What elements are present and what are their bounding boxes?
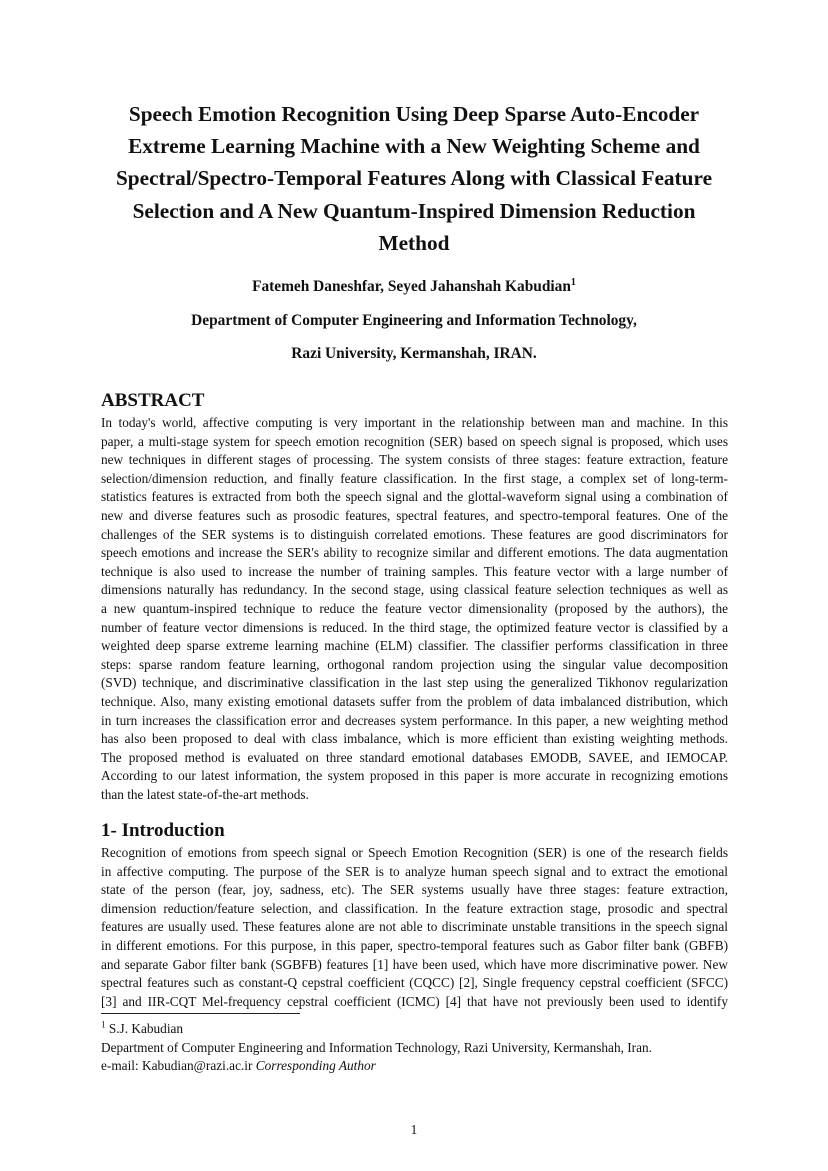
footnote-author-name: S.J. Kabudian — [108, 1021, 184, 1036]
abstract-line: selection/dimension reduction, and finally feature classification. In the first stage, a complex set of long-term- — [101, 470, 728, 486]
abstract-line: challenges of the SER systems is to distinguish correlated emotions. These features are good discriminators for — [101, 526, 728, 542]
author-names: Fatemeh Daneshfar, Seyed Jahanshah Kabudian — [252, 278, 571, 295]
footnote-divider — [101, 1013, 300, 1014]
title-line: Extreme Learning Machine with a New Weighting Scheme and — [128, 134, 700, 159]
abstract-line: new and diverse features such as prosodic features, spectral features, and spectro-temporal features. One of the — [101, 507, 728, 523]
title-line: Spectral/Spectro-Temporal Features Along with Classical Feature — [115, 166, 713, 191]
footnote-mark: 1 — [101, 1019, 106, 1030]
abstract-line: than the latest state-of-the-art methods. — [101, 786, 309, 802]
abstract-line: statistics features is extracted from both the speech signal and the glottal-waveform signal using a combination of — [101, 489, 728, 505]
abstract-line: speech emotions and increase the SER's ability to recognize similar and different emotions. The data augmentation — [101, 545, 728, 561]
introduction-line: features are usually used. These features alone are not able to discriminate unstable transitions in the speech signal — [101, 919, 728, 935]
abstract-line: has also been proposed to deal with class imbalance, which is more efficient than existing weighting methods. — [101, 731, 728, 747]
introduction-line: spectral features such as constant-Q cepstral coefficient (CQCC) [2], Single frequency cepstral coefficient (SFCC) — [101, 975, 728, 991]
affiliation-university: Razi University, Kermanshah, IRAN. — [291, 345, 537, 362]
abstract-line: In today's world, affective computing is very important in the relationship between man and machine. In this — [101, 415, 728, 430]
introduction-line: in different emotions. For this purpose, in this paper, spectro-temporal features such as Gabor filter bank (GBFB) — [101, 937, 728, 953]
introduction-line: and separate Gabor filter bank (SGBFB) features [1] have been used, which have more discriminative power. New — [101, 956, 728, 972]
abstract-line: a new quantum-inspired technique to reduce the feature vector dimensionality (proposed by the authors), the — [101, 600, 728, 616]
introduction-line: Recognition of emotions from speech signal or Speech Emotion Recognition (SER) is one of the research fields — [101, 845, 728, 860]
abstract-body — [101, 414, 728, 804]
abstract-line: new techniques in different stages of processing. The system consists of three stages: feature extraction, feature — [101, 452, 728, 468]
footnote-email: e-mail: Kabudian@razi.ac.ir — [101, 1058, 253, 1073]
footnote-contact-line — [101, 1057, 741, 1076]
abstract-line: number of feature vector dimensions is reduced. In the third stage, the optimized feature vector is classified by a — [101, 619, 728, 635]
footnote-corresponding-note: Corresponding Author — [255, 1058, 376, 1073]
title-line: Method — [378, 230, 450, 255]
introduction-line: [3] and IIR-CQT Mel-frequency cepstral coefficient (ICMC) [4] that have not previously been used to identify — [101, 993, 728, 1009]
title-line: Selection and A New Quantum-Inspired Dimension Reduction — [132, 198, 696, 223]
abstract-heading: ABSTRACT — [101, 390, 205, 411]
introduction-body — [101, 844, 728, 1011]
abstract-line: The proposed method is evaluated on three standard emotional databases EMODB, SAVEE, and IEMOCAP. — [101, 749, 728, 765]
abstract-line: technique is also used to increase the number of training samples. This feature vector with a large number of — [101, 563, 728, 579]
author-footnote-mark: 1 — [570, 276, 576, 288]
abstract-line: steps: sparse random feature learning, orthogonal random projection using the singular value decomposition — [101, 656, 728, 672]
footnote-name-line — [101, 1020, 741, 1039]
footnote-affiliation: Department of Computer Engineering and Information Technology, Razi University, Kermanshah, Iran. — [101, 1039, 652, 1055]
introduction-heading: 1- Introduction — [101, 820, 225, 841]
author-list — [0, 277, 828, 297]
abstract-line: weighted deep sparse extreme learning machine (ELM) classifier. The classifier performs classification in three — [101, 638, 728, 654]
title-line: Speech Emotion Recognition Using Deep Sparse Auto-Encoder — [128, 102, 700, 126]
footnote — [101, 1020, 741, 1076]
page-number: 1 — [410, 1122, 418, 1137]
abstract-line: paper, a multi-stage system for speech emotion recognition (SER) based on speech signal is proposed, which uses — [101, 433, 728, 449]
introduction-line: in affective computing. The purpose of the SER is to analyze human speech signal and to extract the emotional — [101, 863, 728, 879]
abstract-line: dimensions naturally has redundancy. In the second stage, using classical feature selection techniques as well as — [101, 582, 728, 598]
abstract-line: According to our latest information, the system proposed in this paper is more accurate in recognizing emotions — [101, 768, 728, 784]
introduction-line: dimension reduction/feature selection, and classification. In the feature extraction stage, prosodic and spectral — [101, 900, 728, 916]
abstract-line: (SVD) technique, and discriminative classification in the last step using the generalized Tikhonov regularization — [101, 675, 728, 691]
abstract-line: technique. Also, many existing emotional datasets suffer from the problem of data imbalanced distribution, which — [101, 693, 728, 709]
abstract-line: in turn increases the classification error and decreases system performance. In this paper, a new weighting method — [101, 712, 728, 728]
paper-title — [86, 98, 742, 259]
affiliation-department: Department of Computer Engineering and Information Technology, — [191, 312, 637, 329]
introduction-line: state of the person (fear, joy, sadness, etc). The SER systems usually have three stages: feature extraction, — [101, 882, 728, 898]
